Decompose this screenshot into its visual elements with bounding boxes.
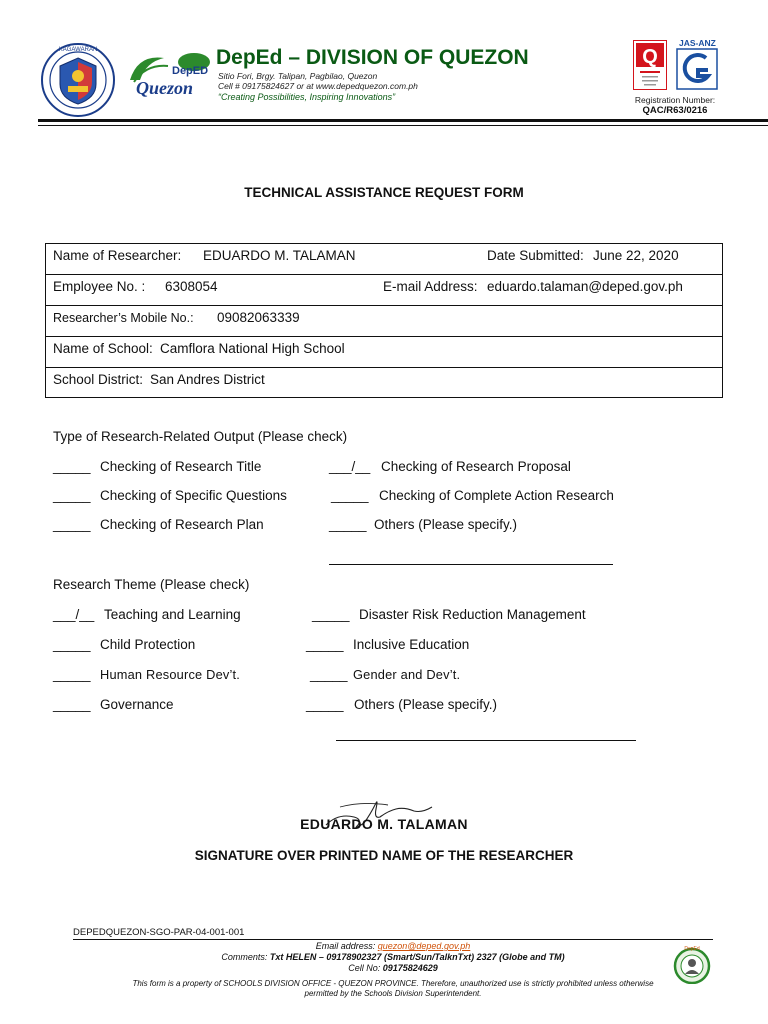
footer-cell-label: Cell No: [348, 963, 381, 973]
employee-row [46, 275, 722, 306]
check-mark: _____ [329, 517, 367, 532]
check-mark: ___/__ [329, 459, 371, 474]
header-divider-thin [38, 125, 768, 126]
org-title: DepEd – DIVISION OF QUEZON [216, 46, 529, 69]
check-mark: _____ [53, 697, 91, 712]
form-title: TECHNICAL ASSISTANCE REQUEST FORM [244, 185, 524, 200]
footer-email-link[interactable]: quezon@deped.gov.ph [377, 941, 471, 951]
footer-email-line [0, 941, 768, 951]
deped-quezon-logo [124, 50, 214, 100]
checkbox-output-others[interactable] [329, 517, 367, 532]
footer-cell-value: 09175824629 [382, 963, 438, 973]
employee-value: 6308054 [165, 279, 218, 294]
option-label: Checking of Complete Action Research [379, 488, 614, 503]
theme-others-specify-line[interactable] [336, 740, 636, 741]
option-label: Gender and Dev’t. [353, 667, 461, 682]
header-divider [38, 119, 768, 122]
footer-comments-label: Comments: [221, 952, 268, 962]
svg-text:DepED: DepED [172, 65, 209, 77]
footer-comments-line [0, 952, 768, 962]
researcher-value: EDUARDO M. TALAMAN [203, 248, 356, 263]
mobile-value: 09082063339 [217, 310, 300, 325]
org-contact: Cell # 09175824627 or at www.depedquezon.com.ph [218, 81, 418, 91]
document-code: DEPEDQUEZON-SGO-PAR-04-001-001 [73, 927, 245, 938]
check-mark: _____ [53, 637, 91, 652]
output-section-heading: Type of Research-Related Output (Please check) [53, 429, 348, 444]
registration-number: QAC/R63/0216 [642, 105, 708, 116]
check-mark: _____ [53, 488, 91, 503]
check-mark: _____ [331, 488, 369, 503]
mobile-label: Researcher’s Mobile No.: [53, 311, 194, 325]
footer-cell-line [0, 963, 768, 973]
date-value: June 22, 2020 [593, 248, 679, 263]
footer-email-label: Email address: [315, 941, 376, 951]
output-others-specify-line[interactable] [329, 564, 613, 565]
check-mark: _____ [53, 667, 91, 682]
check-mark: _____ [53, 517, 91, 532]
footer-comments-value: Txt HELEN – 09178902327 (Smart/Sun/TalknTxt) 2327 (Globe and TM) [269, 952, 565, 962]
email-label: E-mail Address: [383, 279, 478, 294]
jas-anz-icon [676, 48, 718, 90]
researcher-printed-name: EDUARDO M. TALAMAN [300, 816, 468, 832]
researcher-label: Name of Researcher: [53, 248, 182, 263]
check-mark: ___/__ [53, 607, 95, 622]
email-value: eduardo.talaman@deped.gov.ph [487, 279, 683, 294]
checkbox-teaching-learning[interactable] [53, 607, 94, 622]
researcher-row [46, 244, 722, 275]
option-label: Child Protection [100, 637, 196, 652]
school-row [46, 337, 722, 368]
deped-footer-seal-icon [670, 944, 714, 984]
deped-seal-icon [40, 42, 116, 118]
option-label: Checking of Research Plan [100, 517, 264, 532]
option-label: Checking of Research Title [100, 459, 262, 474]
signature-caption: SIGNATURE OVER PRINTED NAME OF THE RESEARCHER [194, 848, 574, 863]
option-label: Human Resource Dev’t. [100, 667, 241, 682]
footer-notice-line1: This form is a property of SCHOOLS DIVISION OFFICE - QUEZON PROVINCE. Therefore, unauthorized use is strictly prohibited unless otherwise [132, 979, 654, 988]
option-label: Teaching and Learning [104, 607, 241, 622]
theme-section-heading: Research Theme (Please check) [53, 577, 250, 592]
q-certification-icon [633, 40, 667, 90]
svg-text:KAGAWARAN: KAGAWARAN [58, 47, 98, 53]
district-label: School District: [53, 372, 144, 387]
date-label: Date Submitted: [487, 248, 584, 263]
org-address: Sitio Fori, Brgy. Talipan, Pagbilao, Quezon [218, 71, 378, 81]
check-mark: _____ [306, 637, 344, 652]
checkbox-research-proposal[interactable] [329, 459, 370, 474]
school-label: Name of School: [53, 341, 153, 356]
option-label: Governance [100, 697, 174, 712]
checkbox-theme-others[interactable] [306, 697, 344, 712]
school-value: Camflora National High School [160, 341, 345, 356]
checkbox-research-plan[interactable] [53, 517, 91, 532]
check-mark: _____ [306, 697, 344, 712]
checkbox-specific-questions[interactable] [53, 488, 91, 503]
checkbox-child-protection[interactable] [53, 637, 91, 652]
option-label: Others (Please specify.) [354, 697, 498, 712]
option-label: Checking of Specific Questions [100, 488, 287, 503]
checkbox-gender-dev[interactable] [310, 667, 348, 682]
check-mark: _____ [310, 667, 348, 682]
mobile-row [46, 306, 722, 337]
footer-notice-line2: permitted by the Schools Division Superintendent. [304, 989, 482, 998]
option-label: Disaster Risk Reduction Management [359, 607, 586, 622]
employee-label: Employee No. : [53, 279, 146, 294]
checkbox-complete-action-research[interactable] [331, 488, 369, 503]
check-mark: _____ [53, 459, 91, 474]
option-label: Others (Please specify.) [374, 517, 518, 532]
check-mark: _____ [312, 607, 350, 622]
district-row [46, 368, 722, 399]
svg-text:Q: Q [642, 46, 658, 68]
option-label: Checking of Research Proposal [381, 459, 571, 474]
researcher-info-table [45, 243, 723, 398]
checkbox-research-title[interactable] [53, 459, 91, 474]
checkbox-inclusive-education[interactable] [306, 637, 344, 652]
org-motto: “Creating Possibilities, Inspiring Innovations” [218, 92, 396, 102]
district-value: San Andres District [150, 372, 265, 387]
checkbox-disaster-risk[interactable] [312, 607, 350, 622]
svg-text:DepEd: DepEd [684, 946, 700, 952]
option-label: Inclusive Education [353, 637, 470, 652]
jas-anz-label: JAS-ANZ [679, 38, 716, 48]
registration-label: Registration Number: [634, 95, 716, 105]
footer-divider [73, 939, 713, 940]
checkbox-human-resource[interactable] [53, 667, 91, 682]
svg-text:Quezon: Quezon [136, 78, 194, 98]
checkbox-governance[interactable] [53, 697, 91, 712]
